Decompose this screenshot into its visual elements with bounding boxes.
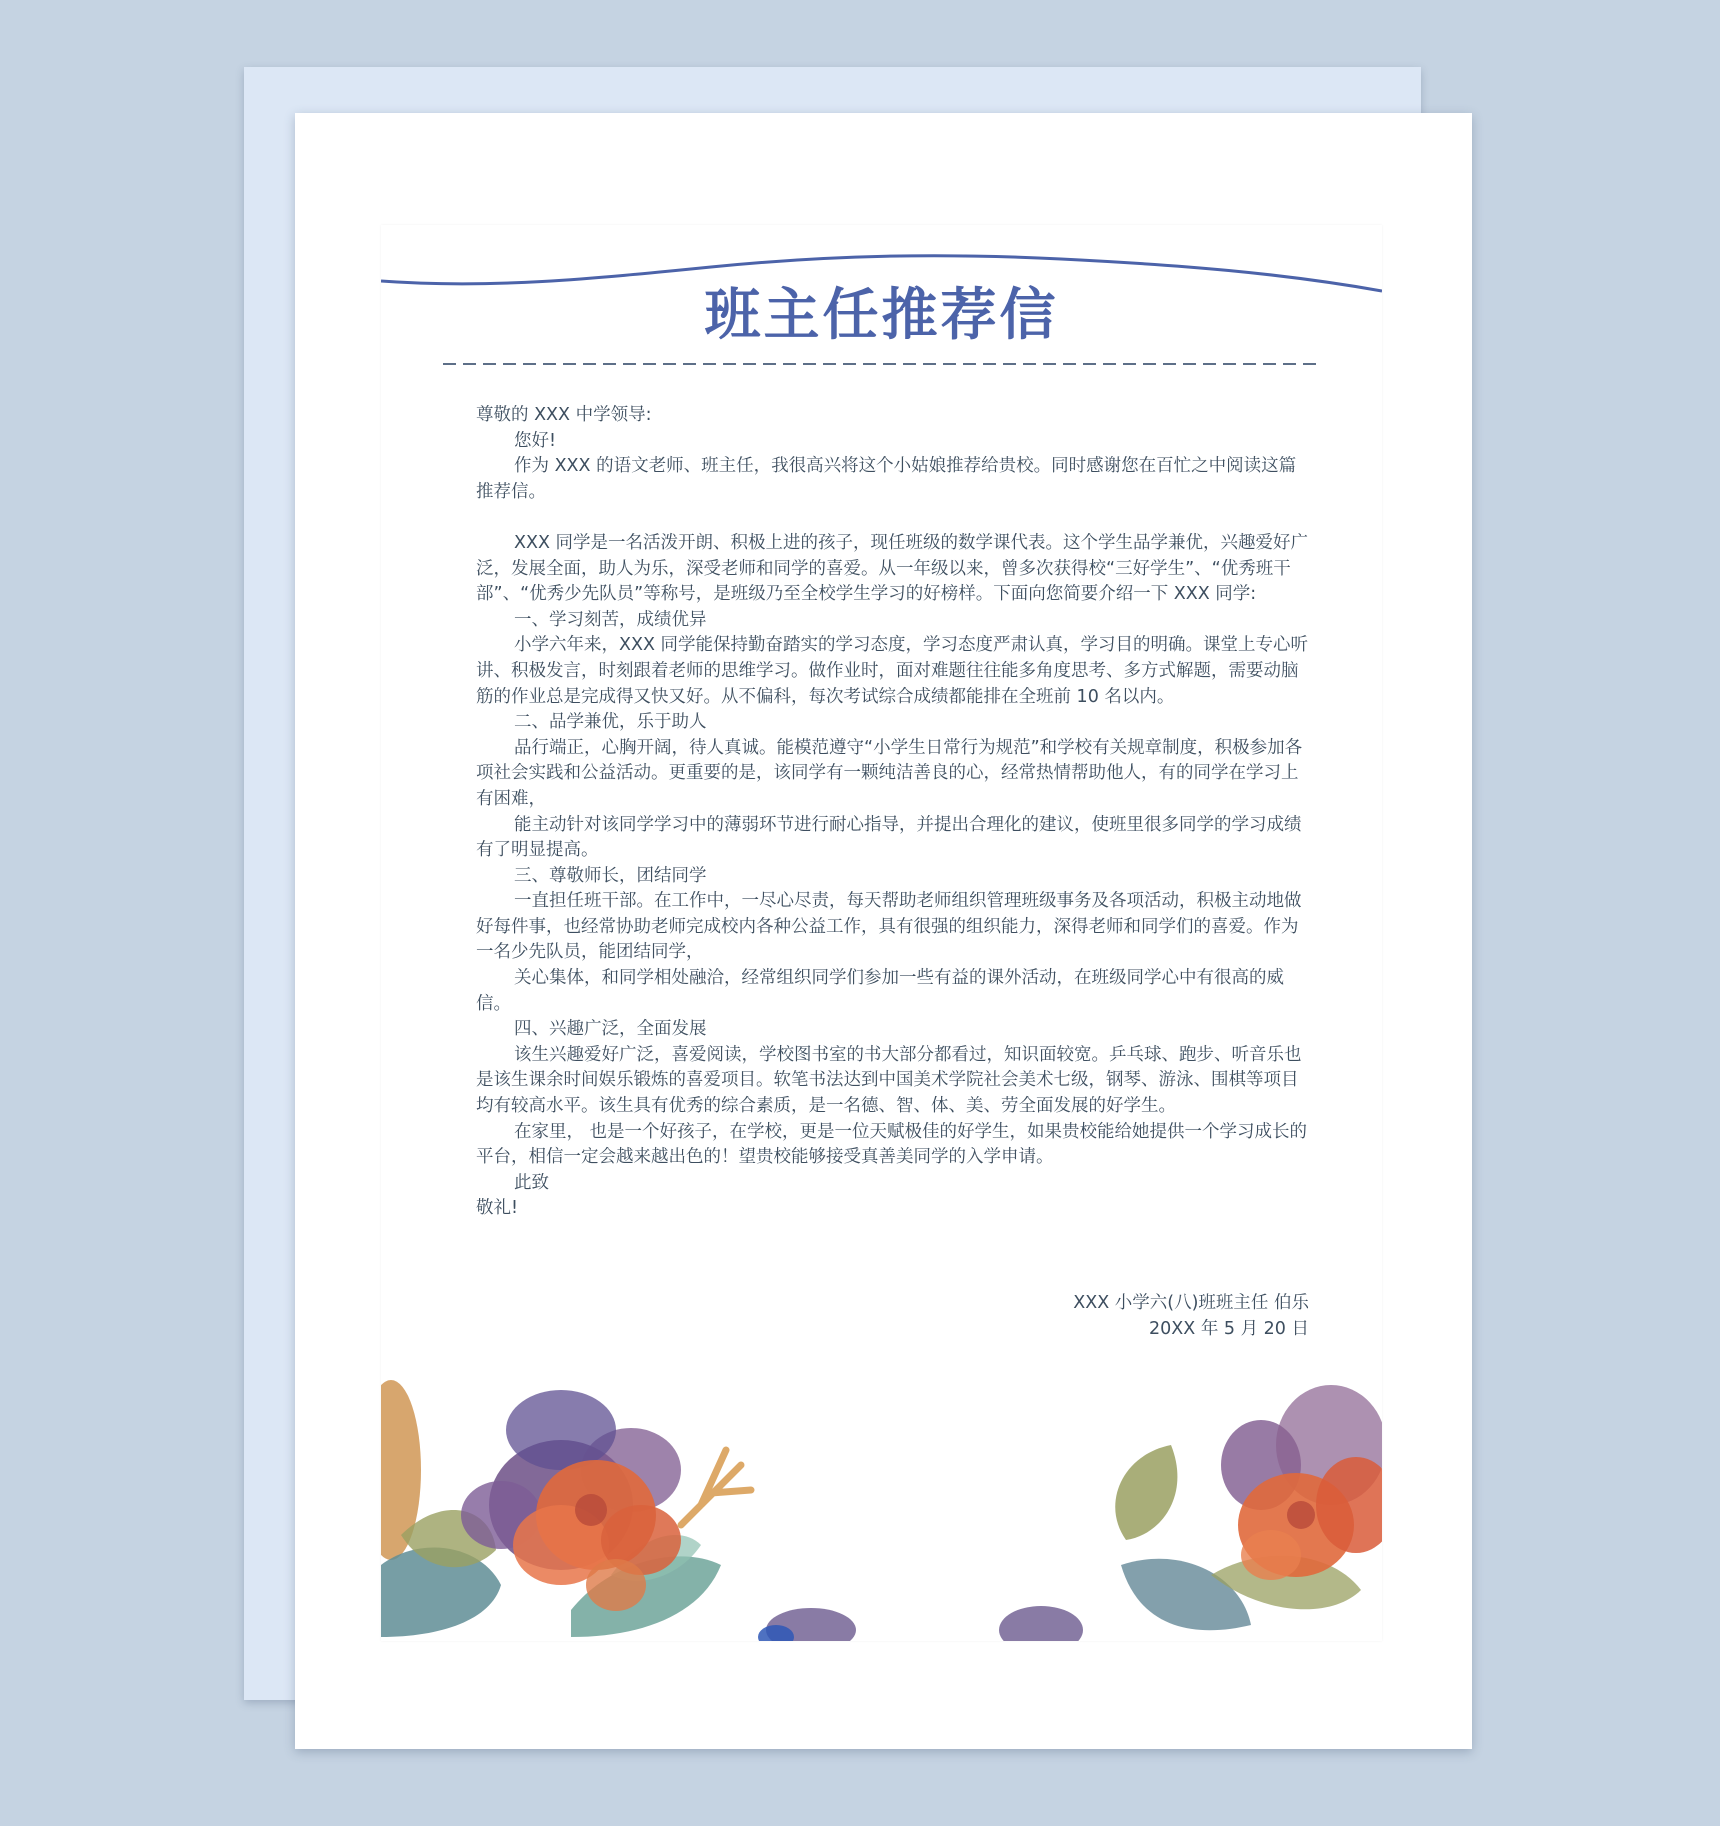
signature-block (1073, 1291, 1309, 1342)
paragraph-study: 小学六年来，XXX 同学能保持勤奋踏实的学习态度，学习态度严肃认真，学习目的明确。课堂上专心听讲、积极发言，时刻跟着老师的思维学习。做作业时，面对难题往往能多角度思考、多方式解题，需要动脑筋的作业总是完成得又快又好。从不偏科，每次考试综合成绩都能排在全班前 10 名以内。 (476, 635, 1309, 707)
closing-line: 此致 (514, 1172, 549, 1193)
signature-name: XXX 小学六(八)班班主任 伯乐 (1073, 1293, 1309, 1313)
section-heading-1: 一、学习刻苦，成绩优异 (514, 609, 707, 630)
page-title: 班主任推荐信 (704, 283, 1059, 348)
paragraph-conclusion: 在家里， 也是一个好孩子，在学校，更是一位天赋极佳的好学生，如果贵校能给她提供一个学习成长的平台，相信一定会越来越出色的！望贵校能够接受真善美同学的入学申请。 (476, 1121, 1308, 1168)
letter-paper (381, 225, 1382, 1641)
paragraph-character: 品行端正，心胸开阔，待人真诚。能模范遵守“小学生日常行为规范”和学校有关规章制度，积极参加各项社会实践和公益活动。更重要的是，该同学有一颗纯洁善良的心，经常热情帮助他人，有的同学在学习上有困难， (476, 737, 1303, 809)
paragraph-overview: XXX 同学是一名活泼开朗、积极上进的孩子，现任班级的数学课代表。这个学生品学兼优，兴趣爱好广泛，发展全面，助人为乐，深受老师和同学的喜爱。从一年级以来，曾多次获得校“三好学生”、“优秀班干部”、“优秀少先队员”等称号，是班级乃至全校学生学习的好榜样。下面向您简要介绍一下 XXX 同学: (476, 532, 1309, 605)
paragraph-leadership: 一直担任班干部。在工作中，一尽心尽责，每天帮助老师组织管理班级事务及各项活动，积极主动地做好每件事，也经常协助老师完成校内各种公益工作，具有很强的组织能力，深得老师和同学们的喜爱。作为一名少先队员，能团结同学， (476, 891, 1302, 963)
section-heading-3: 三、尊敬师长，团结同学 (514, 865, 707, 886)
letter-body (476, 403, 1311, 1222)
watercolor-flowers-illustration (381, 1375, 1382, 1641)
paragraph-interests: 该生兴趣爱好广泛，喜爱阅读，学校图书室的书大部分都看过，知识面较宽。乒乓球、跑步、听音乐也是该生课余时间娱乐锻炼的喜爱项目。软笔书法达到中国美术学院社会美术七级，钢琴、游泳、围棋等项目均有较高水平。该生具有优秀的综合素质，是一名德、智、体、美、劳全面发展的好学生。 (476, 1044, 1302, 1117)
greeting: 您好! (514, 430, 557, 451)
paragraph-intro: 作为 XXX 的语文老师、班主任，我很高兴将这个小姑娘推荐给贵校。同时感谢您在百忙之中阅读这篇推荐信。 (476, 456, 1297, 502)
signature-date: 20XX 年 5 月 20 日 (1149, 1318, 1309, 1339)
dashed-divider (443, 361, 1321, 367)
paragraph-helping: 能主动针对该同学学习中的薄弱环节进行耐心指导，并提出合理化的建议，使班里很多同学的学习成绩有了明显提高。 (476, 814, 1302, 861)
section-heading-2: 二、品学兼优，乐于助人 (514, 712, 707, 733)
salutation: 尊敬的 XXX 中学领导: (476, 405, 652, 425)
paragraph-collective: 关心集体，和同学相处融洽，经常组织同学们参加一些有益的课外活动，在班级同学心中有很高的威信。 (476, 968, 1284, 1014)
closing-salute: 敬礼! (476, 1198, 519, 1219)
blank-line (476, 505, 1311, 531)
front-paper-sheet (295, 113, 1472, 1749)
section-heading-4: 四、兴趣广泛，全面发展 (514, 1019, 707, 1040)
